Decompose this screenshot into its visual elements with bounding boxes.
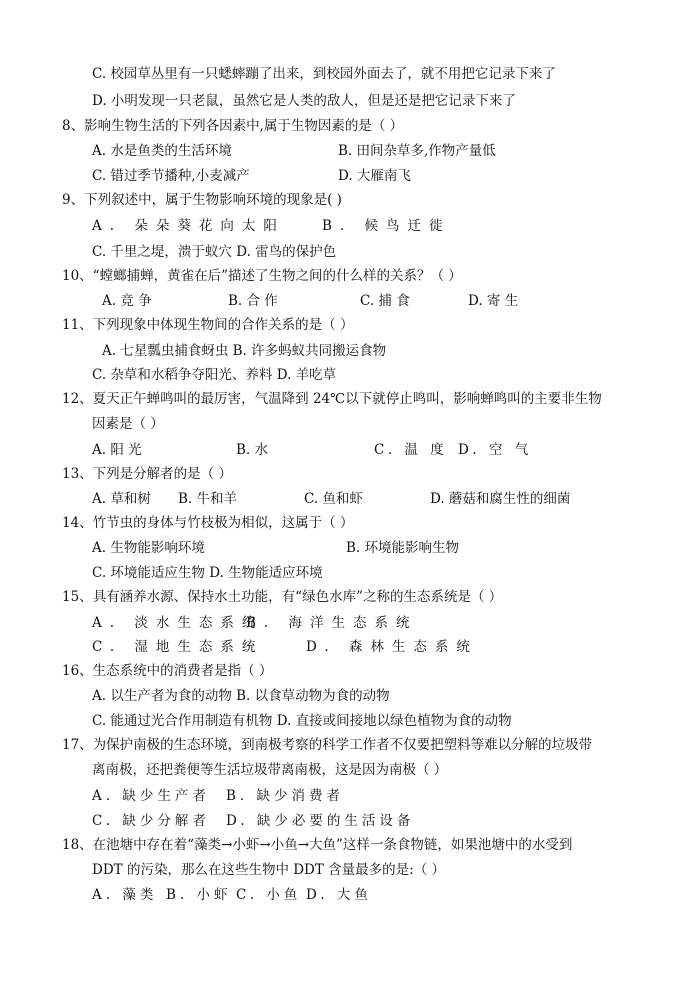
q13-stem: 13、下列是分解者的是（ ） [62,466,232,482]
q15-stem: 15、具有涵养水源、保持水土功能，有“绿色水库”之称的生态系统是（ ） [62,589,503,605]
q13-option-d: D. 蘑菇和腐生性的细菌 [430,491,571,507]
q16-option-ab: A. 以生产者为食的动物 B. 以食草动物为食的动物 [92,688,390,704]
q12-option-a: A. 阳 光 [92,442,142,458]
q12-stem-line1: 12、夏天正午蝉鸣叫的最厉害，气温降到 24℃以下就停止鸣叫，影响蝉鸣叫的主要非生物 [62,391,602,407]
q12-option-b: B. 水 [236,442,269,458]
q17-option-b: B. 缺少消费者 [226,788,345,804]
q17-option-a: A. 缺少生产者 [92,788,210,804]
q18-stem-line2: DDT 的污染，那么在这些生物中 DDT 含量最多的是:（ ） [92,862,446,878]
q18-stem-line1: 18、在池塘中存在着“藻类→小虾→小鱼→大鱼”这样一条食物链，如果池塘中的水受到 [62,837,573,853]
q8-option-b: B. 田间杂草多,作物产量低 [338,143,496,159]
q11-stem: 11、下列现象中体现生物间的合作关系的是（ ） [62,317,354,333]
prev-option-d: D. 小明发现一只老鼠，虽然它是人类的敌人，但是还是把它记录下来了 [92,93,516,109]
q15-option-a: A. 淡水生态系统 [92,615,264,631]
q13-option-c: C. 鱼和虾 [304,491,363,507]
q9-option-a: A. 朵朵葵花向太阳 [92,218,285,234]
q17-stem-line1: 17、为保护南极的生态环境，到南极考察的科学工作者不仅要把塑料等难以分解的垃圾带 [62,737,593,753]
q17-stem-line2: 离南极，还把粪便等生活垃圾带离南极，这是因为南极（ ） [92,762,448,778]
q8-option-a: A. 水是鱼类的生活环境 [92,143,232,159]
q10-option-a: A. 竞 争 [102,293,152,309]
q18-option-a: A. 藻类 [92,887,158,903]
q15-option-b: B. 海洋生态系统 [246,615,418,631]
prev-option-c: C. 校园草丛里有一只蟋蟀蹦了出来，到校园外面去了，就不用把它记录下来了 [92,66,556,82]
q8-stem: 8、影响生物生活的下列各因素中,属于生物因素的是（ ） [62,118,404,134]
q11-option-ab: A. 七星瓢虫捕食蚜虫 B. 许多蚂蚁共同搬运食物 [102,343,387,359]
q9-option-cd: C. 千里之堤，溃于蚁穴 D. 雷鸟的保护色 [92,244,337,260]
q14-stem: 14、竹节虫的身体与竹枝极为相似，这属于（ ） [62,515,354,531]
q13-option-a: A. 草和树 [92,491,151,507]
q13-option-b: B. 牛和羊 [178,491,238,507]
q10-option-c: C. 捕 食 [360,293,410,309]
q18-option-d: D. 大鱼 [306,887,372,903]
q8-option-c: C. 错过季节播种,小麦减产 [92,168,250,184]
q12-option-d: D. 空 气 [458,442,533,458]
q18-option-b: B. 小虾 [166,887,232,903]
q10-option-d: D. 寄 生 [468,293,519,309]
q11-option-cd: C. 杂草和水稻争夺阳光、养料 D. 羊吃草 [92,367,337,383]
q15-option-c: C. 湿地生态系统 [92,639,264,655]
q12-option-c: C. 温 度 [374,442,448,458]
q10-stem: 10、“螳螂捕蝉，黄雀在后”描述了生物之间的什么样的关系？（ ） [62,268,462,284]
q16-option-cd: C. 能通过光合作用制造有机物 D. 直接或间接地以绿色植物为食的动物 [92,713,512,729]
q12-stem-line2: 因素是（ ） [92,416,164,432]
q9-option-b: B. 候鸟迁徙 [322,218,451,234]
q15-option-d: D. 森林生态系统 [306,639,478,655]
q17-option-c: C. 缺少分解者 [92,813,210,829]
q10-option-b: B. 合 作 [228,293,278,309]
q17-option-d: D. 缺少必要的生活设备 [226,813,415,829]
q16-stem: 16、生态系统中的消费者是指（ ） [62,663,273,679]
q14-option-a: A. 生物能影响环境 [92,540,205,556]
q9-stem: 9、下列叙述中，属于生物影响环境的现象是( ) [62,192,342,208]
q8-option-d: D. 大雁南飞 [338,168,411,184]
q14-option-cd: C. 环境能适应生物 D. 生物能适应环境 [92,565,323,581]
q14-option-b: B. 环境能影响生物 [346,540,460,556]
q18-option-c: C. 小鱼 [236,887,302,903]
